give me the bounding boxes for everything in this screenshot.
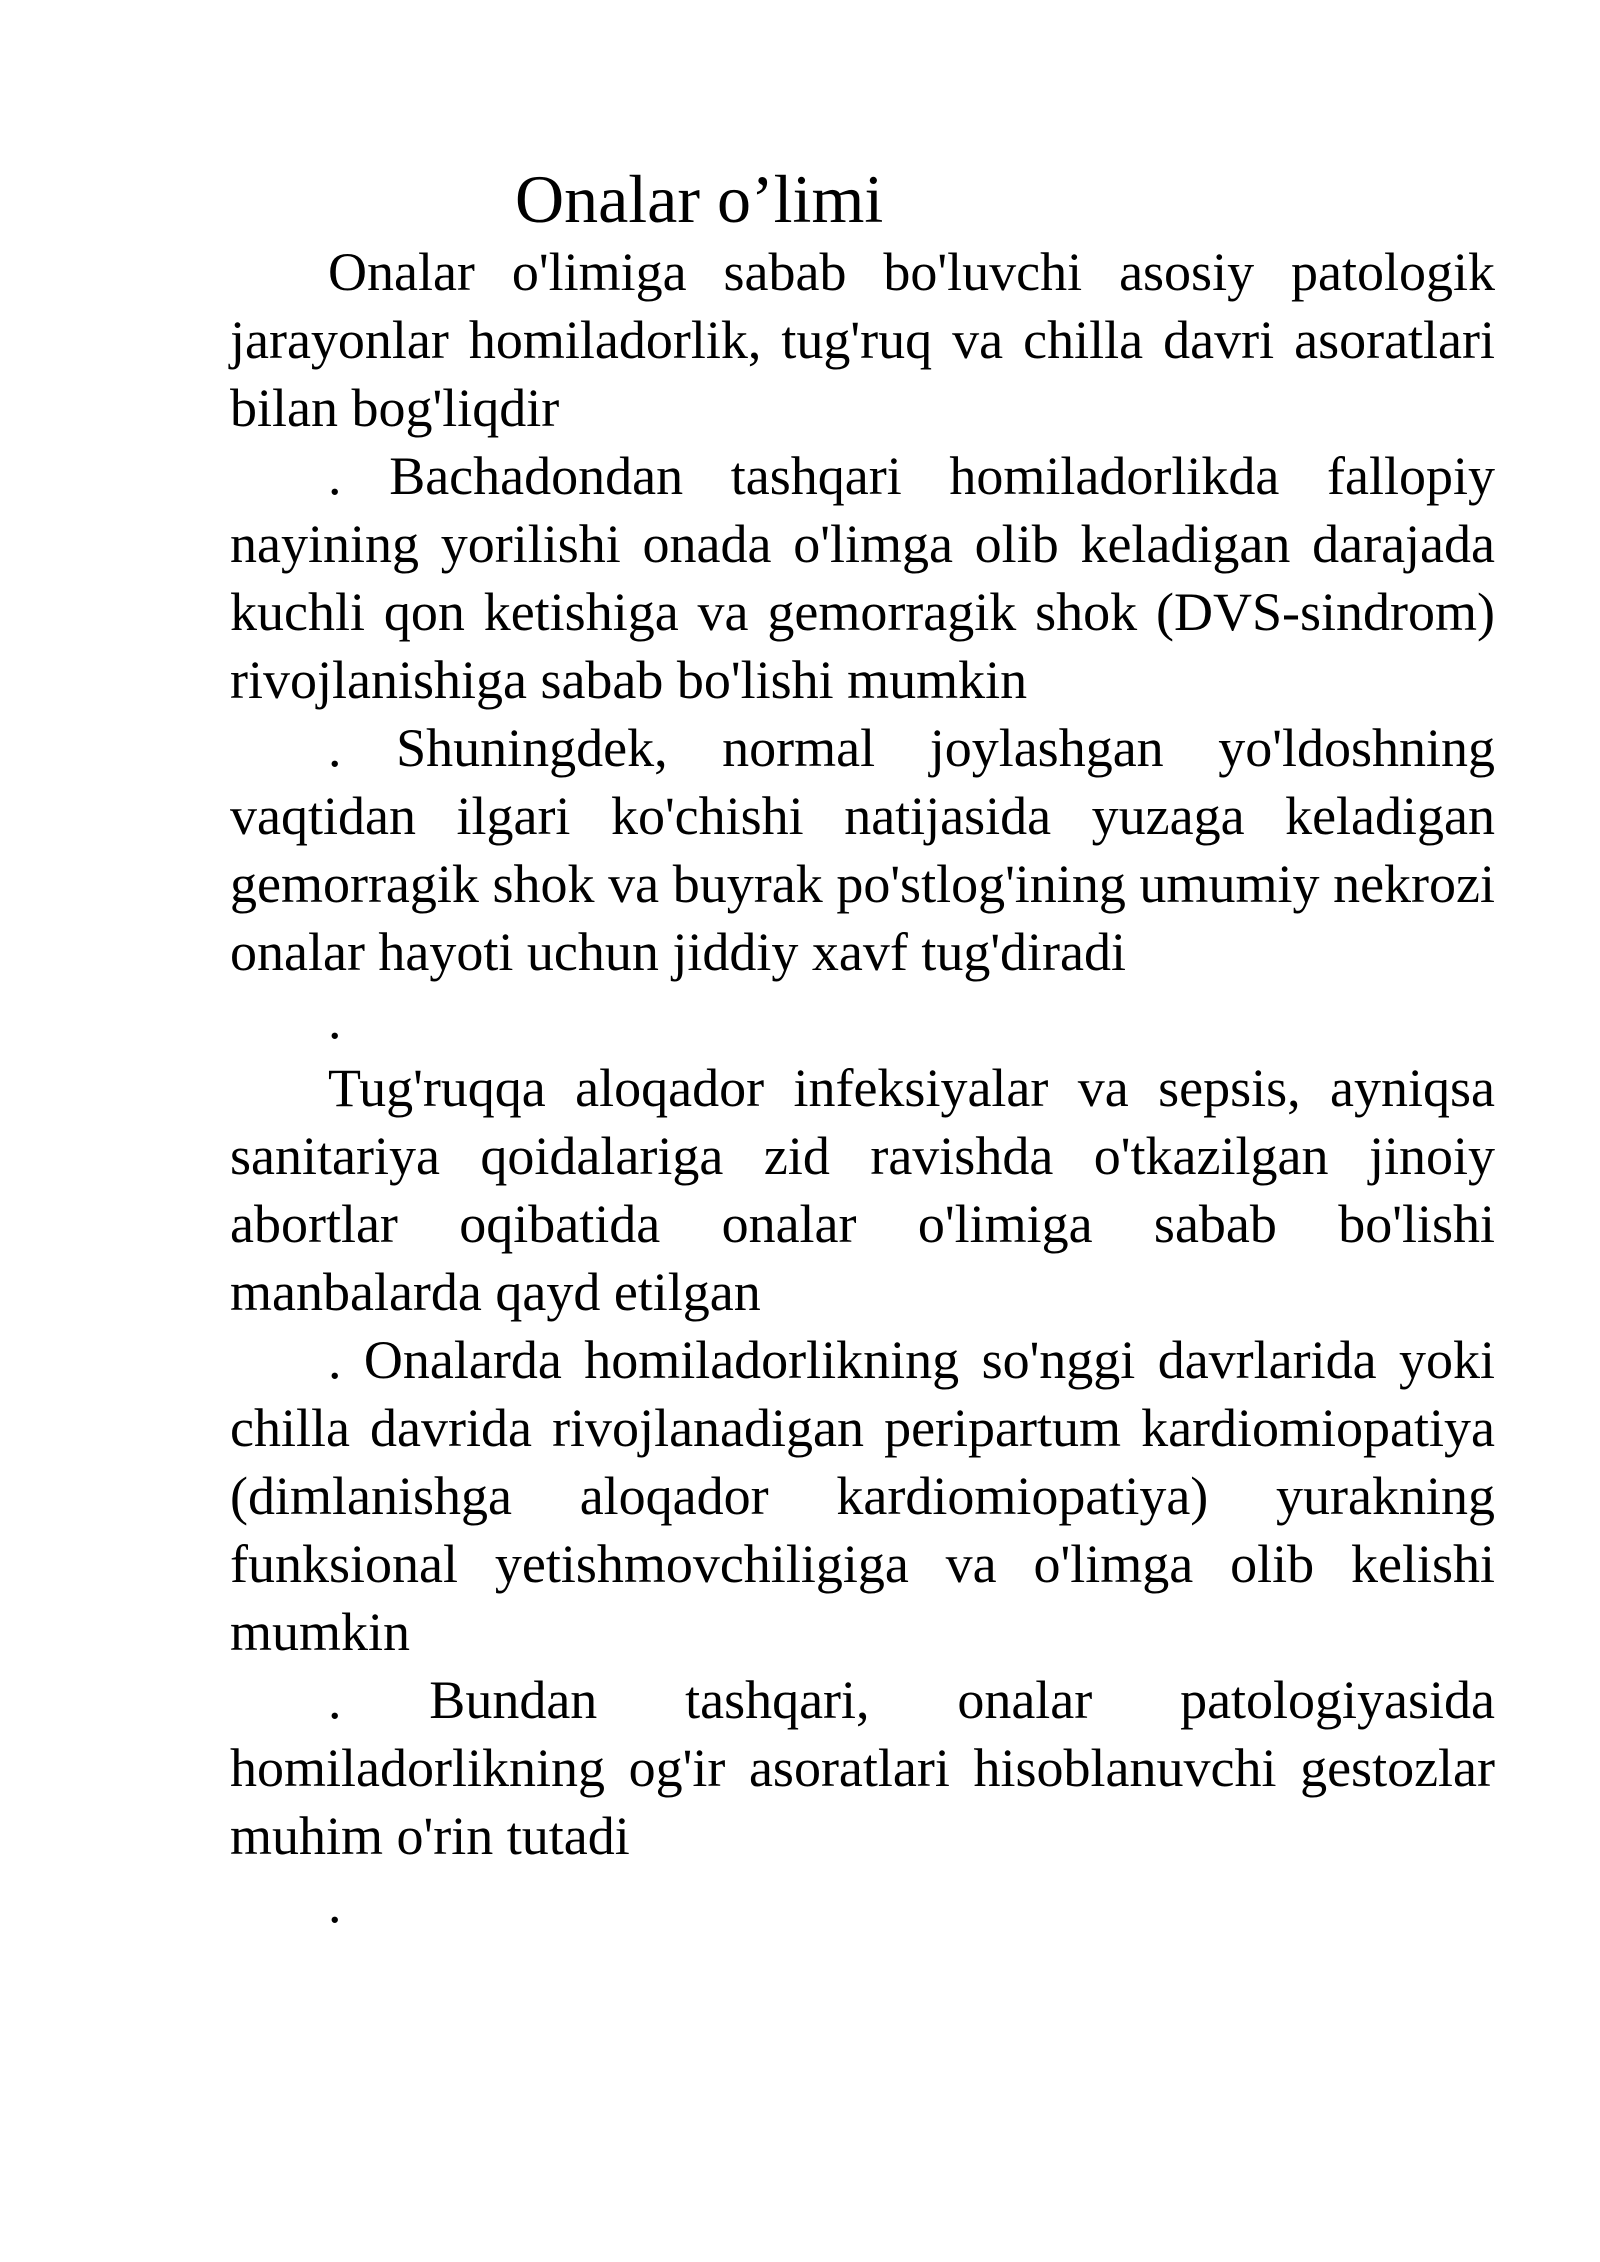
document-body	[230, 160, 1495, 1938]
paragraph-6: . Onalarda homiladorlikning so'nggi davrlarida yoki chilla davrida rivojlanadigan peripartum kardiomiopatiya (dimlanishga aloqador kardiomiopatiya) yurakning funksional yetishmovchiligiga va o'limga olib kelishi mumkin	[230, 1330, 1495, 1662]
paragraph-2: . Bachadondan tashqari homiladorlikda fallopiy nayining yorilishi onada o'limga olib keladigan darajada kuchli qon ketishiga va gemorragik shok (DVS-sindrom) rivojlanishiga sabab bo'lishi mumkin	[230, 446, 1495, 710]
paragraph-1: Onalar o'limiga sabab bo'luvchi asosiy patologik jarayonlar homiladorlik, tug'ruq va chilla davri asoratlari bilan bog'liqdir	[230, 242, 1495, 438]
paragraph-8-period: .	[328, 1874, 342, 1934]
paragraph-7: . Bundan tashqari, onalar patologiyasida homiladorlikning og'ir asoratlari hisoblanuvchi gestozlar muhim o'rin tutadi	[230, 1670, 1495, 1866]
paragraph-5: Tug'ruqqa aloqador infeksiyalar va sepsis, ayniqsa sanitariya qoidalariga zid ravishda o'tkazilgan jinoiy abortlar oqibatida onalar o'limiga sabab bo'lishi manbalarda qayd etilgan	[230, 1058, 1495, 1322]
paragraph-4-period: .	[328, 990, 342, 1050]
page-title: Onalar o’limi	[515, 161, 884, 237]
paragraph-3: . Shuningdek, normal joylashgan yo'ldoshning vaqtidan ilgari ko'chishi natijasida yuzaga keladigan gemorragik shok va buyrak po'stlog'ining umumiy nekrozi onalar hayoti uchun jiddiy xavf tug'diradi	[230, 718, 1495, 982]
